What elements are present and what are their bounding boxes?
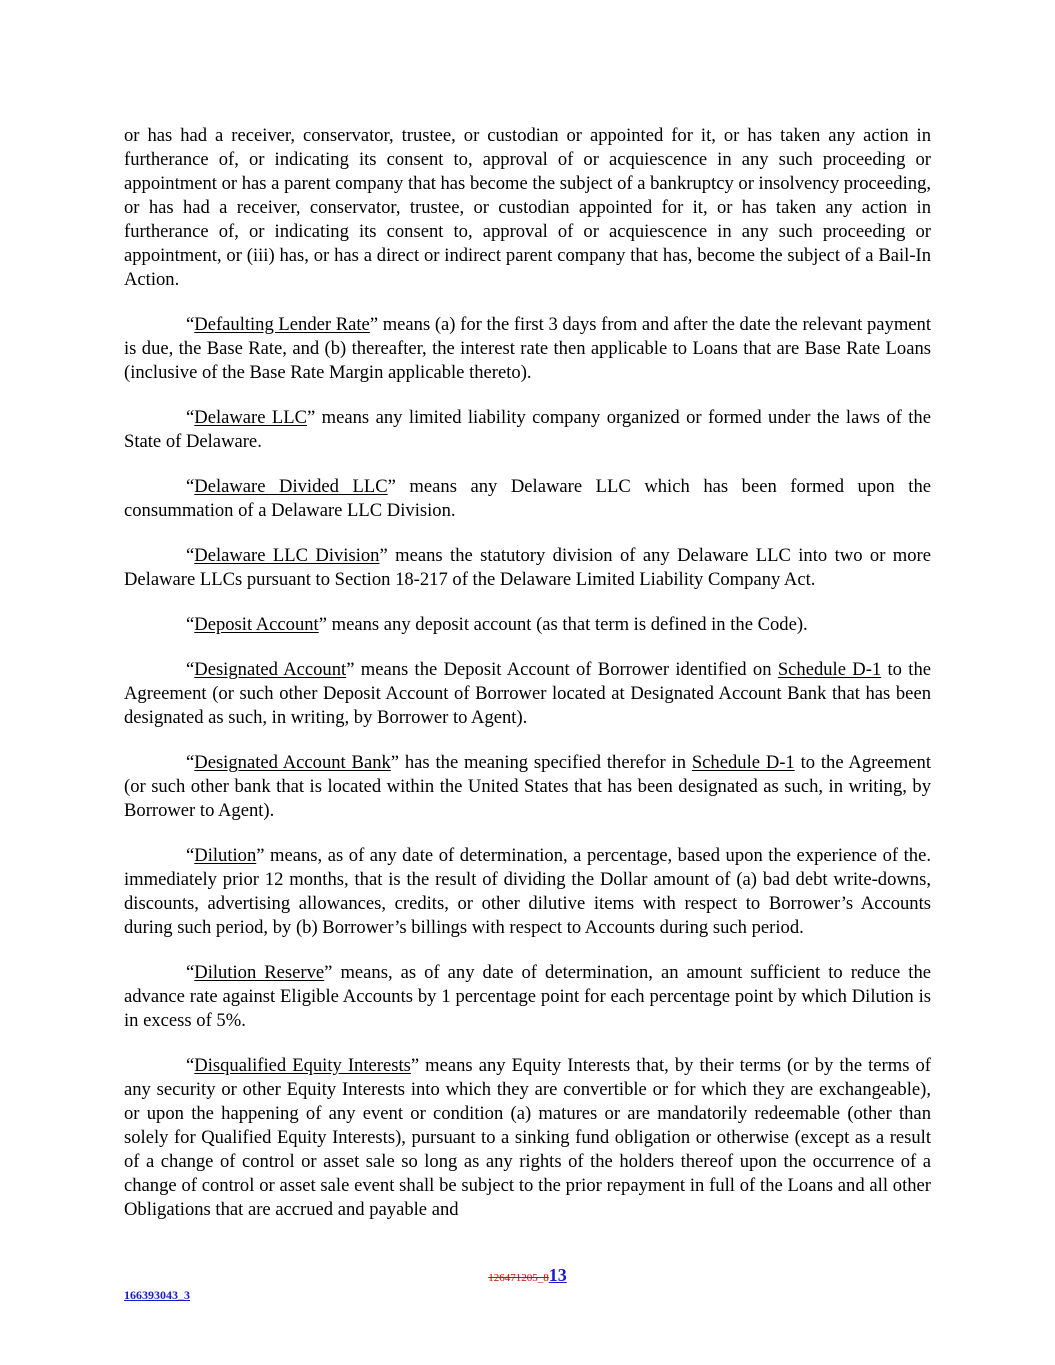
definition-paragraph (124, 1054, 931, 1222)
definition-paragraph (124, 475, 931, 523)
paragraph-text: ” means any limited liability company organized or formed under the laws of the State of Delaware. (124, 407, 931, 452)
defined-term: Schedule D-1 (691, 752, 795, 773)
page-footer (0, 1265, 1055, 1286)
paragraph-text: ” means, as of any date of determination, a percentage, based upon the experience of the. immediately prior 12 months, that is the result of dividing the Dollar amount of (a) bad debt write-downs, discounts, advertising allowances, credits, or other dilutive items with respect to Borrower’s Accounts during such period, by (b) Borrower’s billings with respect to Accounts during such period. (124, 845, 931, 938)
document-body (124, 124, 931, 1243)
defined-term: Dilution (194, 845, 257, 866)
paragraph-text: ” has the meaning specified therefor in (390, 752, 692, 773)
paragraph-text: “ (186, 752, 195, 773)
deleted-doc-id: 126471205_8 (488, 1272, 549, 1284)
defined-term: Disqualified Equity Interests (194, 1055, 411, 1076)
paragraph-text: “ (186, 962, 195, 983)
paragraph-text: “ (186, 1055, 195, 1076)
paragraph-text: “ (186, 845, 195, 866)
definition-paragraph (124, 844, 931, 940)
paragraph-text: “ (186, 476, 195, 497)
paragraph-text: ” means any Equity Interests that, by their terms (or by the terms of any security or other Equity Interests into which they are convertible or for which they are exchangeable), or upon the happening of any event or condition (a) matures or are mandatorily redeemable (other than solely for Qualified Equity Interests), pursuant to a sinking fund obligation or otherwise (except as a result of a change of control or asset sale so long as any rights of the holders thereof upon the occurrence of a change of control or asset sale event shall be subject to the prior repayment in full of the Loans and all other Obligations that are accrued and payable and (124, 1055, 931, 1220)
definition-paragraph (124, 751, 931, 823)
paragraph-text: “ (186, 614, 195, 635)
defined-term: Delaware LLC Division (194, 545, 380, 566)
definition-paragraph (124, 544, 931, 592)
definition-paragraph (124, 613, 931, 637)
definition-paragraph (124, 658, 931, 730)
paragraph-text: to the Agreement (or such other bank that is located within the United States that has been designated as such, in writing, by Borrower to Agent). (124, 752, 931, 821)
paragraph-text: or has had a receiver, conservator, trustee, or custodian or appointed for it, or has taken any action in furtherance of, or indicating its consent to, approval of or acquiescence in any such proceeding or appointment or has a parent company that has become the subject of a bankruptcy or insolvency proceeding, or has had a receiver, conservator, trustee, or custodian appointed for it, or has taken any action in furtherance of, or indicating its consent to, approval of or acquiescence in any such proceeding or appointment, or (iii) has, or has a direct or indirect parent company that has, become the subject of a Bail-In Action. (124, 125, 932, 290)
defined-term: Schedule D-1 (777, 659, 882, 680)
defined-term: Designated Account Bank (194, 752, 391, 773)
document-id: 166393043_3 (124, 1288, 190, 1302)
paragraph-text: ” means, as of any date of determination, an amount sufficient to reduce the advance rate against Eligible Accounts by 1 percentage point for each percentage point by which Dilution is in excess of 5%. (124, 962, 932, 1031)
defined-term: Delaware LLC (194, 407, 308, 428)
paragraph-text: “ (186, 545, 195, 566)
paragraph-text: ” means the Deposit Account of Borrower identified on (346, 659, 778, 680)
paragraph-text: ” means the statutory division of any Delaware LLC into two or more Delaware LLCs pursuant to Section 18-217 of the Delaware Limited Liability Company Act. (124, 545, 931, 590)
page-number: 13 (548, 1265, 567, 1285)
definition-paragraph (124, 406, 931, 454)
paragraph-text: ” means (a) for the first 3 days from and after the date the relevant payment is due, the Base Rate, and (b) thereafter, the interest rate then applicable to Loans that are Base Rate Loans (inclusive of the Base Rate Margin applicable thereto). (124, 314, 932, 383)
definition-paragraph (124, 961, 931, 1033)
continued-paragraph (124, 124, 931, 292)
paragraph-text: ” means any deposit account (as that term is defined in the Code). (318, 614, 808, 635)
definition-paragraph (124, 313, 931, 385)
paragraph-text: “ (186, 314, 195, 335)
defined-term: Designated Account (194, 659, 347, 680)
paragraph-text: “ (186, 659, 195, 680)
defined-term: Delaware Divided LLC (194, 476, 388, 497)
defined-term: Dilution Reserve (194, 962, 325, 983)
paragraph-text: to the Agreement (or such other Deposit Account of Borrower located at Designated Account Bank that has been designated as such, in writing, by Borrower to Agent). (124, 659, 931, 728)
defined-term: Deposit Account (194, 614, 319, 635)
paragraph-text: ” means any Delaware LLC which has been formed upon the consummation of a Delaware LLC Division. (124, 476, 931, 521)
paragraph-text: “ (186, 407, 195, 428)
defined-term: Defaulting Lender Rate (194, 314, 370, 335)
